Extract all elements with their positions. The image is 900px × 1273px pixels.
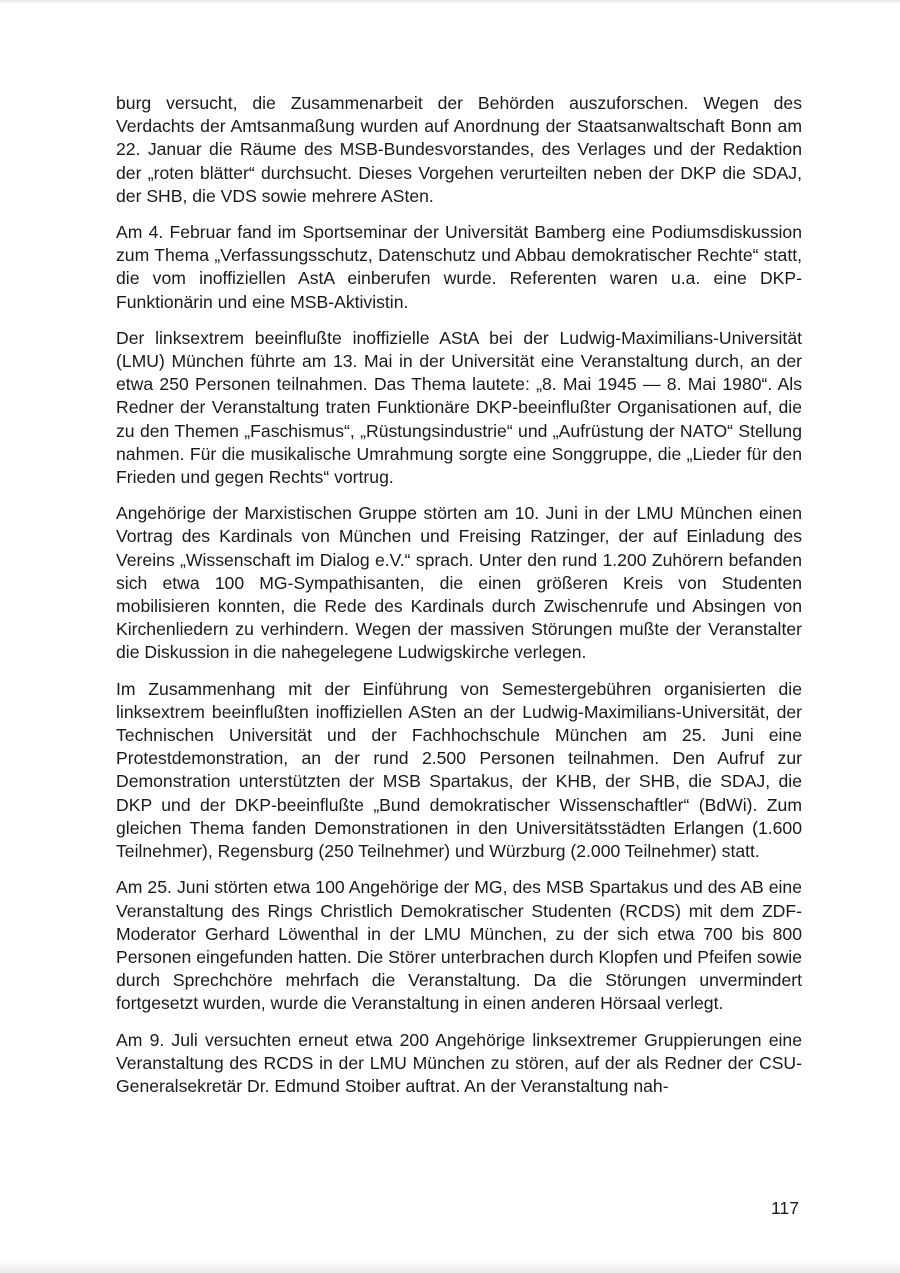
paragraph-6: Am 25. Juni störten etwa 100 Angehörige der MG, des MSB Spartakus und des AB eine Veranstaltung des Rings Christlich Demokratischer Studenten (RCDS) mit dem ZDF-Moderator Gerhard Löwenthal in der LMU München, zu der sich etwa 700 bis 800 Personen eingefunden hatten. Die Störer unterbrachen durch Klopfen und Pfeifen sowie durch Sprechchöre mehrfach die Veranstaltung. Da die Störungen unvermindert fortgesetzt wurden, wurde die Veranstaltung in einen anderen Hörsaal verlegt. [116,877,802,1014]
page-number: 117 [770,1198,799,1218]
paragraph-7: Am 9. Juli versuchten erneut etwa 200 Angehörige linksextremer Gruppierungen eine Veranstaltung des RCDS in der LMU München zu stören, auf der als Redner der CSU-Generalsekretär Dr. Edmund Stoiber auftrat. An der Veranstaltung nah- [116,1029,802,1096]
paragraph-4: Angehörige der Marxistischen Gruppe störten am 10. Juni in der LMU München einen Vortrag des Kardinals von München und Freising Ratzinger, der auf Einladung des Vereins „Wissenschaft im Dialog e.V.“ sprach. Unter den rund 1.200 Zuhörern befanden sich etwa 100 MG-Sympathisanten, die einen größeren Kreis von Studenten mobilisieren konnten, die Rede des Kardinals durch Zwischenrufe und Absingen von Kirchenliedern zu verhindern. Wegen der massiven Störungen mußte der Veranstalter die Diskussion in die nahegelegene Ludwigskirche verlegen. [116,503,802,663]
paragraph-3: Der linksextrem beeinflußte inoffizielle AStA bei der Ludwig-Maximilians-Universität (LMU) München führte am 13. Mai in der Universität eine Veranstaltung durch, an der etwa 250 Personen teilnahmen. Das Thema lautete: „8. Mai 1945 — 8. Mai 1980“. Als Redner der Veranstaltung traten Funktionäre DKP-beeinflußter Organisationen auf, die zu den Themen „Faschismus“, „Rüstungsindustrie“ und „Aufrüstung der NATO“ Stellung nahmen. Für die musikalische Umrahmung sorgte eine Songgruppe, die „Lieder für den Frieden und gegen Rechts“ vortrug. [116,327,802,488]
paragraph-2: Am 4. Februar fand im Sportseminar der Universität Bamberg eine Podiumsdiskussion zum Thema „Verfassungsschutz, Datenschutz und Abbau demokratischer Rechte“ statt, die vom inoffiziellen AstA einberufen wurde. Referenten waren u.a. eine DKP-Funktionärin und eine MSB-Aktivistin. [116,222,802,312]
paragraph-5: Im Zusammenhang mit der Einführung von Semestergebühren organisierten die linksextrem beeinflußten inoffiziellen ASten an der Ludwig-Maximilians-Universität, der Technischen Universität und der Fachhochschule München am 25. Juni eine Protestdemonstration, an der rund 2.500 Personen teilnahmen. Den Aufruf zur Demonstration unterstützten der MSB Spartakus, der KHB, der SHB, die SDAJ, die DKP und der DKP-beeinflußte „Bund demokratischer Wissenschaftler“ (BdWi). Zum gleichen Thema fanden Demonstrationen in den Universitätsstädten Erlangen (1.600 Teilnehmer), Regensburg (250 Teilnehmer) und Würzburg (2.000 Teilnehmer) statt. [116,678,802,862]
page-top-edge [0,0,900,4]
body-text [116,92,802,1111]
page-bottom-edge [0,1259,900,1273]
paragraph-1: burg versucht, die Zusammenarbeit der Behörden auszuforschen. Wegen des Verdachts der Amtsanmaßung wurden auf Anordnung der Staatsanwaltschaft Bonn am 22. Januar die Räume des MSB-Bundesvorstandes, des Verlages und der Redaktion der „roten blätter“ durchsucht. Dieses Vorgehen verurteilten neben der DKP die SDAJ, der SHB, die VDS sowie mehrere ASten. [116,93,802,206]
